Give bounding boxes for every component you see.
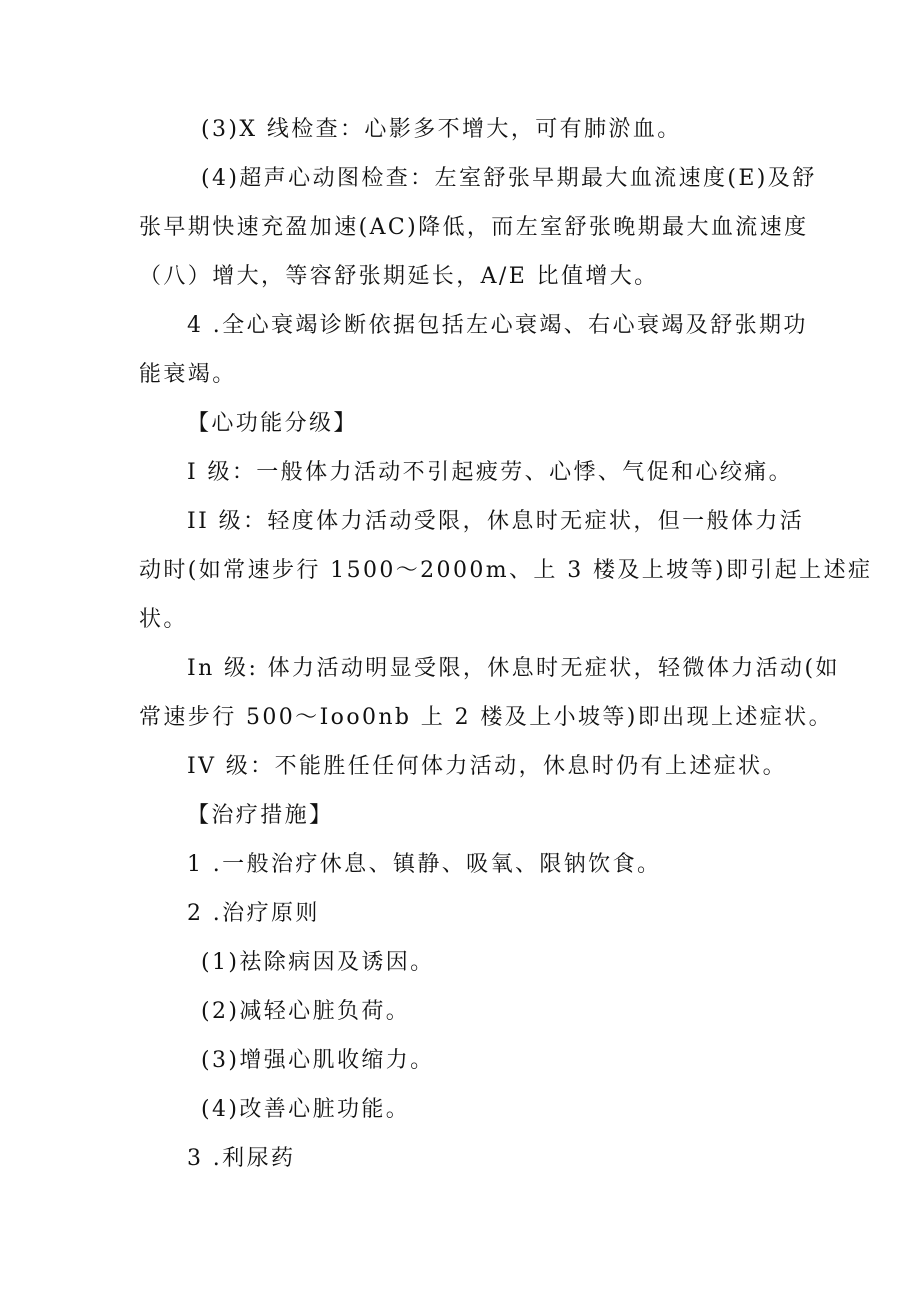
section-heading: 【治疗措施】	[187, 803, 334, 828]
paragraph-line: 能衰竭。	[139, 362, 237, 387]
paragraph-line: I 级：一般体力活动不引起疲劳、心悸、气促和心绞痛。	[187, 460, 794, 485]
paragraph-line: 状。	[139, 607, 188, 632]
paragraph-line: 常速步行 500～Ioo0nb 上 2 楼及上小坡等)即出现上述症状。	[139, 705, 833, 730]
paragraph-line: IV 级：不能胜任任何体力活动，休息时仍有上述症状。	[187, 754, 787, 779]
paragraph-line: In 级: 体力活动明显受限，休息时无症状，轻微体力活动(如	[187, 656, 840, 681]
paragraph-line: (3)X 线检查：心影多不增大，可有肺淤血。	[201, 117, 682, 142]
list-item: (2)减轻心脏负荷。	[201, 999, 411, 1024]
paragraph-line: (4)超声心动图检查：左室舒张早期最大血流速度(E)及舒	[201, 166, 817, 191]
paragraph-line: 2 .治疗原则	[187, 901, 320, 926]
list-item: (4)改善心脏功能。	[201, 1097, 411, 1122]
paragraph-line: 4 .全心衰竭诊断依据包括左心衰竭、右心衰竭及舒张期功	[187, 313, 808, 338]
paragraph-line: II 级：轻度体力活动受限，休息时无症状，但一般体力活	[187, 509, 805, 534]
paragraph-line: （八）增大，等容舒张期延长，A/E 比值增大。	[139, 264, 659, 289]
paragraph-line: 1 .一般治疗休息、镇静、吸氧、限钠饮食。	[187, 852, 662, 877]
paragraph-line: 动时(如常速步行 1500～2000m、上 3 楼及上坡等)即引起上述症	[139, 558, 873, 583]
list-item: (3)增强心肌收缩力。	[201, 1048, 435, 1073]
paragraph-line: 张早期快速充盈加速(AC)降低，而左室舒张晚期最大血流速度	[139, 215, 809, 240]
section-heading: 【心功能分级】	[187, 411, 358, 436]
paragraph-line: 3 .利尿药	[187, 1146, 296, 1171]
list-item: (1)祛除病因及诱因。	[201, 950, 435, 975]
